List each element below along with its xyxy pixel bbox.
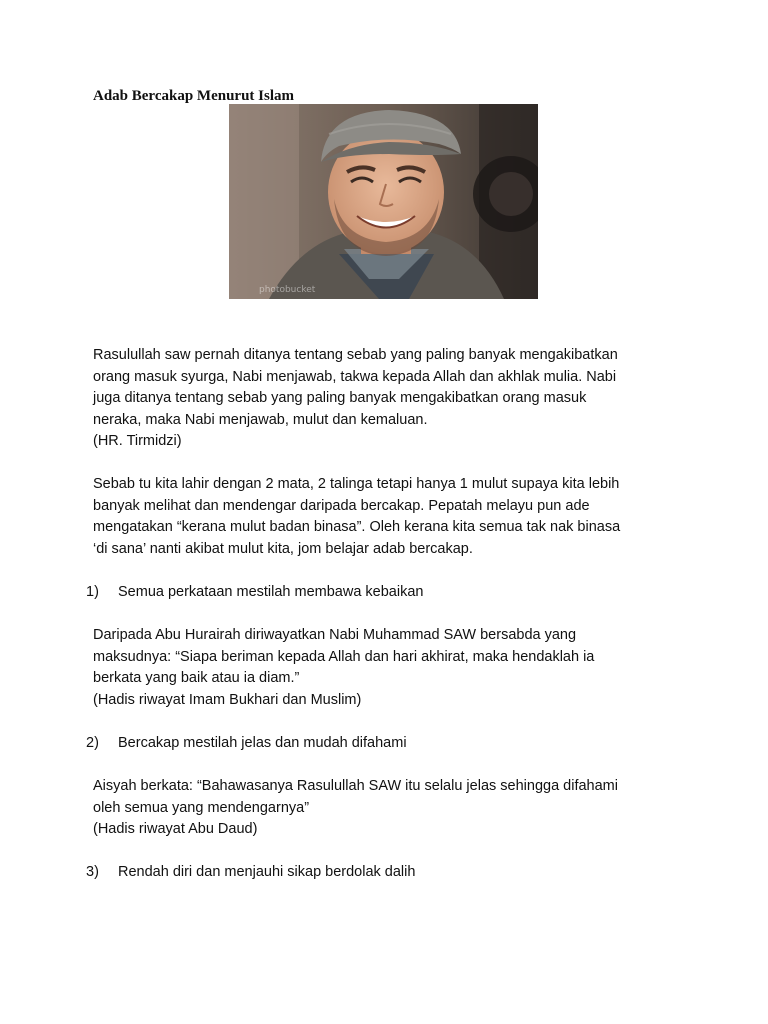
paragraph-1-line: juga ditanya tentang sebab yang paling banyak mengakibatkan orang masuk (93, 390, 587, 406)
list-item-3-heading (86, 862, 415, 884)
paragraph-1-line: orang masuk syurga, Nabi menjawab, takwa kepada Allah dan akhlak mulia. Nabi (93, 368, 617, 385)
list-heading-text: Rendah diri dan menjauhi sikap berdolak dalih (118, 864, 416, 880)
list-item-1-heading (86, 582, 423, 604)
article-photo (229, 104, 538, 299)
paragraph-2-line: mengatakan “kerana mulut badan binasa”. Oleh kerana kita semua tak nak binasa (93, 519, 621, 535)
paragraph-1-line: neraka, maka Nabi menjawab, mulut dan kemaluan. (93, 411, 428, 428)
list-item-2-body (93, 776, 693, 841)
paragraph-2-line: ‘di sana’ nanti akibat mulut kita, jom belajar adab bercakap. (93, 540, 473, 557)
quote-line: Daripada Abu Hurairah diriwayatkan Nabi Muhammad SAW bersabda yang (93, 627, 577, 643)
list-heading-text: Semua perkataan mestilah membawa kebaikan (118, 584, 424, 600)
paragraph-1 (93, 345, 693, 453)
list-heading-text: Bercakap mestilah jelas dan mudah difahami (118, 735, 407, 751)
quote-line: Aisyah berkata: “Bahawasanya Rasulullah SAW itu selalu jelas sehingga difahami (93, 778, 618, 794)
list-number: 2) (86, 735, 99, 751)
paragraph-2 (93, 474, 693, 560)
quote-citation: (Hadis riwayat Abu Daud) (93, 821, 258, 837)
list-number: 1) (86, 584, 99, 600)
paragraph-2-line: Sebab tu kita lahir dengan 2 mata, 2 talinga tetapi hanya 1 mulut supaya kita lebih (93, 476, 620, 492)
quote-line: maksudnya: “Siapa beriman kepada Allah dan hari akhirat, maka hendaklah ia (93, 648, 595, 665)
list-number: 3) (86, 864, 99, 880)
quote-citation: (Hadis riwayat Imam Bukhari dan Muslim) (93, 691, 362, 708)
document-title: Adab Bercakap Menurut Islam (93, 88, 294, 104)
list-item-2-heading (86, 733, 407, 755)
quote-line: oleh semua yang mendengarnya” (93, 799, 310, 816)
paragraph-1-citation: (HR. Tirmidzi) (93, 433, 182, 449)
quote-line: berkata yang baik atau ia diam.” (93, 670, 300, 686)
photo-of-smiling-man-in-flat-cap-icon (229, 104, 538, 299)
paragraph-1-line: Rasulullah saw pernah ditanya tentang sebab yang paling banyak mengakibatkan (93, 347, 618, 363)
photo-watermark: photobucket (259, 285, 316, 295)
paragraph-2-line: banyak melihat dan mendengar daripada bercakap. Pepatah melayu pun ade (93, 497, 590, 514)
list-item-1-body (93, 625, 693, 711)
